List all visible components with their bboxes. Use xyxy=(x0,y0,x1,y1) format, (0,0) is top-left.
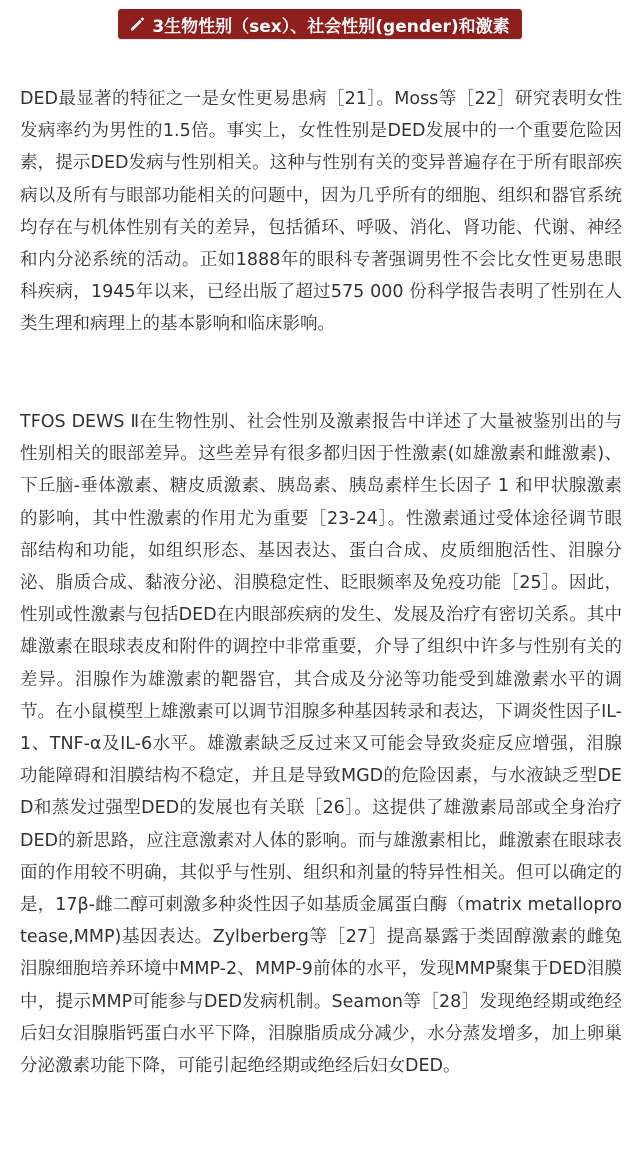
paragraph-1: DED最显著的特征之一是女性更易患病［21］。Moss等［22］研究表明女性发病率约为男性的1.5倍。事实上，女性性别是DED发展中的一个重要危险因素，提示DED发病与性别相关。这种与性别有关的变异普遍存在于所有眼部疾病以及所有与眼部功能相关的问题中，因为几乎所有的细胞、组织和器官系统均存在与机体性别有关的差异，包括循环、呼吸、消化、肾功能、代谢、神经和内分泌系统的活动。正如1888年的眼科专著强调男性不会比女性更易患眼科疾病，1945年以来，已经出版了超过575 000 份科学报告表明了性别在人类生理和病理上的基本影响和临床影响。 xyxy=(20,89,622,335)
pencil-icon xyxy=(128,15,146,33)
section-title: 3生物性别（sex）、社会性别(gender)和激素 xyxy=(152,16,510,37)
section-title-badge xyxy=(118,9,521,39)
section-header xyxy=(0,9,640,39)
paragraph-2: TFOS DEWS Ⅱ在生物性别、社会性别及激素报告中详述了大量被鉴别出的与性别相关的眼部差异。这些差异有很多都归因于性激素(如雄激素和雌激素)、下丘脑-垂体激素、糖皮质激素、胰岛素、胰岛素样生长因子 1 和甲状腺激素的影响，其中性激素的作用尤为重要［23-24］。性激素通过受体途径调节眼部结构和功能，如组织形态、基因表达、蛋白合成、皮质细胞活性、泪腺分泌、脂质合成、黏液分泌、泪膜稳定性、眨眼频率及免疫功能［25］。因此，性别或性激素与包括DED在内眼部疾病的发生、发展及治疗有密切关系。其中雄激素在眼球表皮和附件的调控中非常重要，介导了组织中许多与性别有关的差异。泪腺作为雄激素的靶器官，其合成及分泌等功能受到雄激素水平的调节。在小鼠模型上雄激素可以调节泪腺多种基因转录和表达，下调炎性因子IL-1、TNF-α及IL-6水平。雄激素缺乏反过来又可能会导致炎症反应增强，泪腺功能障碍和泪膜结构不稳定，并且是导致MGD的危险因素，与水液缺乏型DED和蒸发过强型DED的发展也有关联［26］。这提供了雄激素局部或全身治疗DED的新思路，应注意激素对人体的影响。而与雄激素相比，雌激素在眼球表面的作用较不明确，其似乎与性别、组织和剂量的特异性相关。但可以确定的是，17β-雌二醇可刺激多种炎性因子如基质金属蛋白酶（matrix metalloprotease,MMP)基因表达。Zylberberg等［27］提高暴露于类固醇激素的雌兔泪腺细胞培养环境中MMP-2、MMP-9前体的水平，发现MMP聚集于DED泪膜中，提示MMP可能参与DED发病机制。Seamon等［28］发现绝经期或绝经后妇女泪腺脂钙蛋白水平下降，泪腺脂质成分减少，水分蒸发增多，加上卵巢分泌激素功能下降，可能引起绝经期或绝经后妇女DED。 xyxy=(20,412,622,1077)
